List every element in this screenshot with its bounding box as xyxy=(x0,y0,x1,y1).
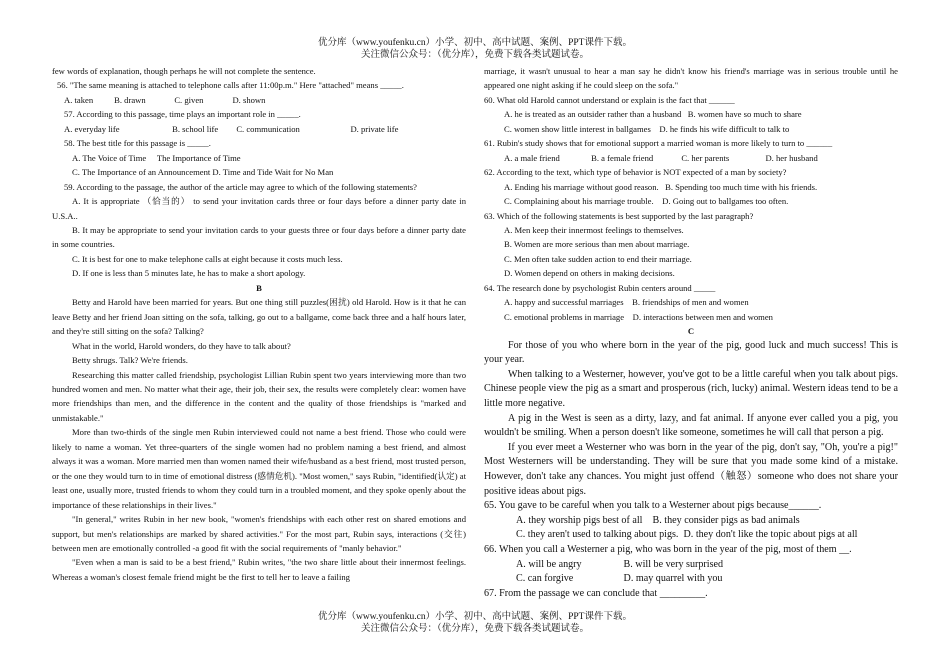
footer-line-2: 关注微信公众号：（优分库），免费下载各类试题试卷。 xyxy=(360,624,589,634)
q66-option-d: D. may quarrel with you xyxy=(623,573,723,585)
q56-option-a: A. taken xyxy=(64,94,94,105)
passage-b-paragraph: What in the world, Harold wonders, do they have to talk about? xyxy=(72,340,291,351)
passage-c-paragraph: If you ever meet a Westerner who was born in the year of the pig, don't say, "Oh, you're a pig!" Most Westerners will be understanding. They will be sure that you made some kind of a mistake. However, don't take any chances. You might just offend（触怒）someone who does not share your positive ideas about pigs. xyxy=(484,441,898,497)
q56-stem: 56. "The same meaning is attached to telephone calls after 11:00p.m." Here "attached" means _____. xyxy=(57,80,404,91)
q59-option-b: B. It may be appropriate to send your invitation cards to your guests three or four days before a dinner party date in some countries. xyxy=(52,224,466,250)
right-questions xyxy=(484,64,898,339)
q56-option-c: C. given xyxy=(174,94,204,105)
q66-option-b: B. will be very surprised xyxy=(623,558,724,570)
passage-b-paragraph: Betty and Harold have been married for years. But one thing still puzzles(困扰) old Harold. How is it that he can leave Betty and her friend Joan sitting on the sofa, talking, go out to a ballgame, come back three and a half hours later, and they're still sitting on the sofa? Talking? xyxy=(52,297,466,337)
q56-options xyxy=(52,93,466,107)
q57-option-a: A. everyday life xyxy=(64,123,120,134)
q62-options-cd: C. Complaining about his marriage trouble. D. Going out to ballgames too often. xyxy=(504,196,789,207)
q63-option-d: D. Women depend on others in making decisions. xyxy=(504,268,675,279)
q56-option-d: D. shown xyxy=(232,94,266,105)
q59-option-c: C. It is best for one to make telephone calls at eight because it costs much less. xyxy=(72,253,343,264)
q57-stem: 57. According to this passage, time plays an important role in _____. xyxy=(64,109,301,120)
q56-option-b: B. drawn xyxy=(114,94,146,105)
left-column xyxy=(52,64,466,584)
q65-options-ab: A. they worship pigs best of all B. they consider pigs as bad animals xyxy=(516,514,800,526)
q57-option-c: C. communication xyxy=(236,123,300,134)
passage-tail: few words of explanation, though perhaps he will not complete the sentence. xyxy=(52,66,316,76)
q64-options-ab: A. happy and successful marriages B. friendships of men and women xyxy=(504,297,749,308)
q64-options-cd: C. emotional problems in marriage D. interactions between men and women xyxy=(504,311,773,322)
passage-b-paragraph: More than two-thirds of the single men Rubin interviewed could not name a best friend. Those who could were likely to name a woman. Yet three-quarters of the single women had no problem naming a best friend, and almost always it was a woman. More married men than women named their wife/husband as a best friend, most trusted person, or the one they would turn to in time of emotional distress (感情危机). "Most women," says Rubin, "identified(认定) at least one, usually more, trusted friends to whom they could turn in a troubled moment, and they spoke openly about the importance of these relationships in their lives." xyxy=(52,427,466,510)
passage-c-paragraph: For those of you who where born in the year of the pig, good luck and much success! This is your year. xyxy=(484,339,898,366)
q57-options xyxy=(52,122,466,136)
q59-stem: 59. According to the passage, the author of the article may agree to which of the following statements? xyxy=(64,181,417,192)
q65-stem: 65. You gave to be careful when you talk to a Westerner about pigs because______. xyxy=(484,500,822,512)
q66-stem: 66. When you call a Westerner a pig, who was born in the year of the pig, most of them __. xyxy=(484,543,852,555)
q60-stem: 60. What old Harold cannot understand or explain is the fact that ______ xyxy=(484,94,735,105)
header-line-2: 关注微信公众号：（优分库），免费下载各类试题试卷。 xyxy=(360,50,589,60)
q63-option-b: B. Women are more serious than men about marriage. xyxy=(504,239,690,250)
q61-options xyxy=(484,151,898,165)
passage-b-paragraph: Betty shrugs. Talk? We're friends. xyxy=(72,355,188,366)
page-header xyxy=(0,37,950,61)
q62-stem: 62. According to the text, which type of behavior is NOT expected of a man by society? xyxy=(484,167,787,178)
passage-b-paragraph: "Even when a man is said to be a best friend," Rubin writes, "the two share little about their innermost feelings. Whereas a woman's closest female friend might be the first to tell her to leave a failing xyxy=(52,557,466,582)
q66-options-cd xyxy=(484,572,898,587)
q61-option-a: A. a male friend xyxy=(504,152,560,163)
footer-line-1: 优分库（www.youfenku.cn）小学、初中、高中试题、案例、PPT课件下载。 xyxy=(318,612,632,622)
q57-option-b: B. school life xyxy=(172,123,219,134)
q60-options-ab: A. he is treated as an outsider rather than a husband B. women have so much to share xyxy=(504,109,802,120)
q66-option-a: A. will be angry xyxy=(516,558,582,570)
header-line-1: 优分库（www.youfenku.cn）小学、初中、高中试题、案例、PPT课件下载。 xyxy=(318,38,632,48)
q61-option-c: C. her parents xyxy=(681,152,730,163)
q67-stem: 67. From the passage we can conclude that _________. xyxy=(484,587,708,599)
section-c-heading: C xyxy=(687,326,695,337)
q58-stem: 58. The best title for this passage is _____. xyxy=(64,138,211,149)
q65-options-cd: C. they aren't used to talking about pigs. D. they don't like the topic about pigs at all xyxy=(516,529,858,541)
q63-option-a: A. Men keep their innermost feelings to themselves. xyxy=(504,224,684,235)
q59-option-a: A. It is appropriate （恰当的） to send your invitation cards three or four days before a dinner party date in U.S.A.. xyxy=(52,196,466,221)
q58-options-cd: C. The Importance of an Announcement D. Time and Tide Wait for No Man xyxy=(72,167,334,178)
q63-stem: 63. Which of the following statements is best supported by the last paragraph? xyxy=(484,210,754,221)
q61-stem: 61. Rubin's study shows that for emotional support a married woman is more likely to turn to ______ xyxy=(484,138,833,149)
q58-options-ab: A. The Voice of Time The Importance of Time xyxy=(72,152,241,163)
page-footer xyxy=(0,611,950,635)
q60-options-cd: C. women show little interest in ballgames D. he finds his wife difficult to talk to xyxy=(504,123,790,134)
q62-options-ab: A. Ending his marriage without good reason. B. Spending too much time with his friends. xyxy=(504,181,818,192)
q59-option-d: D. If one is less than 5 minutes late, he has to make a short apology. xyxy=(72,268,306,279)
q61-option-b: B. a female friend xyxy=(591,152,654,163)
right-column xyxy=(484,64,898,601)
q57-option-d: D. private life xyxy=(350,123,399,134)
passage-b-paragraph: Researching this matter called friendship, psychologist Lillian Rubin spent two years interviewing more than two hundred women and men. No matter what their age, their job, their sex, the results were completely clear: women have more friendships than men, and the difference in the content and the quality of those friendships is "marked and unmistakable." xyxy=(52,369,466,423)
q61-option-d: D. her husband xyxy=(765,152,818,163)
passage-c-paragraph: When talking to a Westerner, however, you've got to be a little careful when you talk about pigs. Chinese people view the pig as a smart and prosperous (rich, lucky) animal. Western ideas tend to be a little more negative. xyxy=(484,368,898,409)
q63-option-c: C. Men often take sudden action to end their marriage. xyxy=(504,253,692,264)
q66-option-c: C. can forgive xyxy=(516,573,574,585)
q64-stem: 64. The research done by psychologist Rubin centers around _____ xyxy=(484,282,716,293)
q66-options-ab xyxy=(484,558,898,573)
passage-c xyxy=(484,339,898,602)
passage-c-paragraph: A pig in the West is seen as a dirty, lazy, and fat animal. If anyone ever called you a pig, you wouldn't be smiling. When a person doesn't like someone, sometimes he will call that person a pig. xyxy=(484,412,898,439)
passage-b-paragraph: "In general," writes Rubin in her new book, "women's friendships with each other rest on shared emotions and support, but men's relationships are marked by shared activities." For the most part, Rubin says, interactions (交往) between men are emotionally controlled -a good fit with the social requirements of "manly behavior." xyxy=(52,514,466,553)
section-b-heading: B xyxy=(256,282,262,293)
passage-b-continuation: marriage, it wasn't unusual to hear a man say he didn't know his friend's marriage was in serious trouble until he appeared one night asking if he could sleep on the sofa." xyxy=(484,66,898,91)
